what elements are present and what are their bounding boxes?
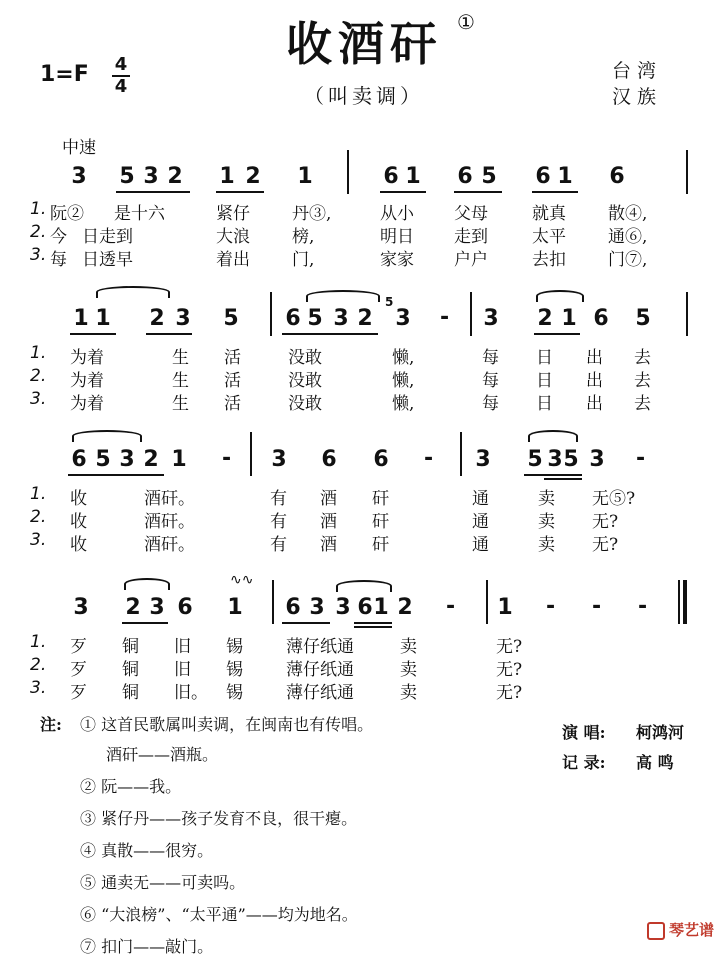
- slur: [336, 580, 392, 592]
- note: 1: [557, 164, 573, 189]
- note: 3: [73, 595, 89, 620]
- final-barline-thick: [683, 580, 687, 624]
- note: 6: [285, 595, 301, 620]
- tempo-marking: 中速: [62, 138, 96, 158]
- slur: [306, 290, 380, 302]
- footnote-3: ③ 紧仔丹——孩子发育不良，很干瘪。: [80, 809, 358, 828]
- key-signature: 1=F: [40, 62, 89, 87]
- note: 5: [563, 447, 579, 472]
- note: 6: [383, 164, 399, 189]
- slur: [96, 286, 170, 298]
- note: 2: [245, 164, 261, 189]
- note: 2: [537, 306, 553, 331]
- note: 3: [335, 595, 351, 620]
- note: 2: [167, 164, 183, 189]
- note: 6: [357, 595, 373, 620]
- note: 2: [357, 306, 373, 331]
- note: 3: [149, 595, 165, 620]
- song-title: 收酒矸: [286, 17, 442, 71]
- sustain-dash: -: [424, 446, 434, 471]
- origin-ethnicity: 汉 族: [612, 86, 657, 108]
- note: 1: [373, 595, 389, 620]
- slur: [536, 290, 584, 302]
- note: 1: [171, 447, 187, 472]
- note: 2: [143, 447, 159, 472]
- note: 5: [527, 447, 543, 472]
- note: 3: [143, 164, 159, 189]
- origin-region: 台 湾: [612, 60, 657, 82]
- origin-info: [612, 58, 656, 110]
- slur: [528, 430, 578, 442]
- singer-name: 柯鸿河: [636, 723, 685, 742]
- note: 6: [535, 164, 551, 189]
- piano-logo-icon: [647, 922, 665, 940]
- note: 6: [457, 164, 473, 189]
- note: 3: [175, 306, 191, 331]
- note: 3: [483, 306, 499, 331]
- note: 1: [497, 595, 513, 620]
- note: 3: [309, 595, 325, 620]
- note: 3: [395, 306, 411, 331]
- barline: [272, 580, 274, 624]
- note: 1: [405, 164, 421, 189]
- footnote-6: ⑥ “大浪榜”、“太平通”——均为地名。: [80, 905, 358, 924]
- site-watermark: [647, 919, 714, 940]
- note: 6: [609, 164, 625, 189]
- note: 3: [271, 447, 287, 472]
- note: 6: [177, 595, 193, 620]
- slur: [72, 430, 142, 442]
- note: 3: [119, 447, 135, 472]
- note: 3: [333, 306, 349, 331]
- sustain-dash: -: [592, 594, 602, 619]
- footnote-7: ⑦ 扣门——敲门。: [80, 937, 214, 956]
- note: 5: [635, 306, 651, 331]
- barline: [486, 580, 488, 624]
- note: 1: [95, 306, 111, 331]
- grace-note: 5: [385, 295, 394, 309]
- barline: [686, 150, 688, 194]
- recorder-label: 记 录:: [562, 753, 606, 772]
- note: 5: [119, 164, 135, 189]
- note: 1: [561, 306, 577, 331]
- sustain-dash: -: [636, 446, 646, 471]
- sustain-dash: -: [546, 594, 556, 619]
- note: 1: [297, 164, 313, 189]
- barline: [347, 150, 349, 194]
- footnote-1-extra: 酒矸——酒瓶。: [106, 745, 219, 764]
- barline: [270, 292, 272, 336]
- note: 2: [397, 595, 413, 620]
- barline: [686, 292, 688, 336]
- final-barline: [678, 580, 680, 624]
- note: 1: [73, 306, 89, 331]
- note: 6: [593, 306, 609, 331]
- note: 6: [373, 447, 389, 472]
- time-signature-bottom: 4: [114, 76, 128, 97]
- footnote-2: ② 阮——我。: [80, 777, 182, 796]
- note: 5: [307, 306, 323, 331]
- footnote-5: ⑤ 通卖无——可卖吗。: [80, 873, 246, 892]
- note: 5: [223, 306, 239, 331]
- note: 1: [227, 595, 243, 620]
- note: 3: [71, 164, 87, 189]
- recorder-name: 高 鸣: [636, 753, 674, 772]
- note: 3: [547, 447, 563, 472]
- sustain-dash: -: [440, 305, 450, 330]
- sustain-dash: -: [446, 594, 456, 619]
- song-subtitle: （叫卖调）: [304, 84, 424, 108]
- slur: [124, 578, 170, 590]
- time-signature: [112, 56, 130, 96]
- footnote-1: ① 这首民歌属叫卖调，在闽南也有传唱。: [80, 715, 374, 734]
- note: 5: [481, 164, 497, 189]
- note: 5: [95, 447, 111, 472]
- note: 3: [589, 447, 605, 472]
- sustain-dash: -: [638, 594, 648, 619]
- barline: [250, 432, 252, 476]
- singer-label: 演 唱:: [562, 723, 606, 742]
- barline: [470, 292, 472, 336]
- note: 6: [285, 306, 301, 331]
- note: 2: [149, 306, 165, 331]
- time-signature-top: 4: [114, 54, 128, 75]
- title-footnote-mark: ①: [457, 10, 475, 34]
- trill-icon: ∿∿: [230, 572, 254, 588]
- note: 2: [125, 595, 141, 620]
- note: 6: [321, 447, 337, 472]
- watermark-text: 琴艺谱: [668, 921, 714, 939]
- sustain-dash: -: [222, 446, 232, 471]
- barline: [460, 432, 462, 476]
- note: 6: [71, 447, 87, 472]
- note: 1: [219, 164, 235, 189]
- footnotes-label: 注:: [40, 715, 62, 734]
- footnote-4: ④ 真散——很穷。: [80, 841, 214, 860]
- note: 3: [475, 447, 491, 472]
